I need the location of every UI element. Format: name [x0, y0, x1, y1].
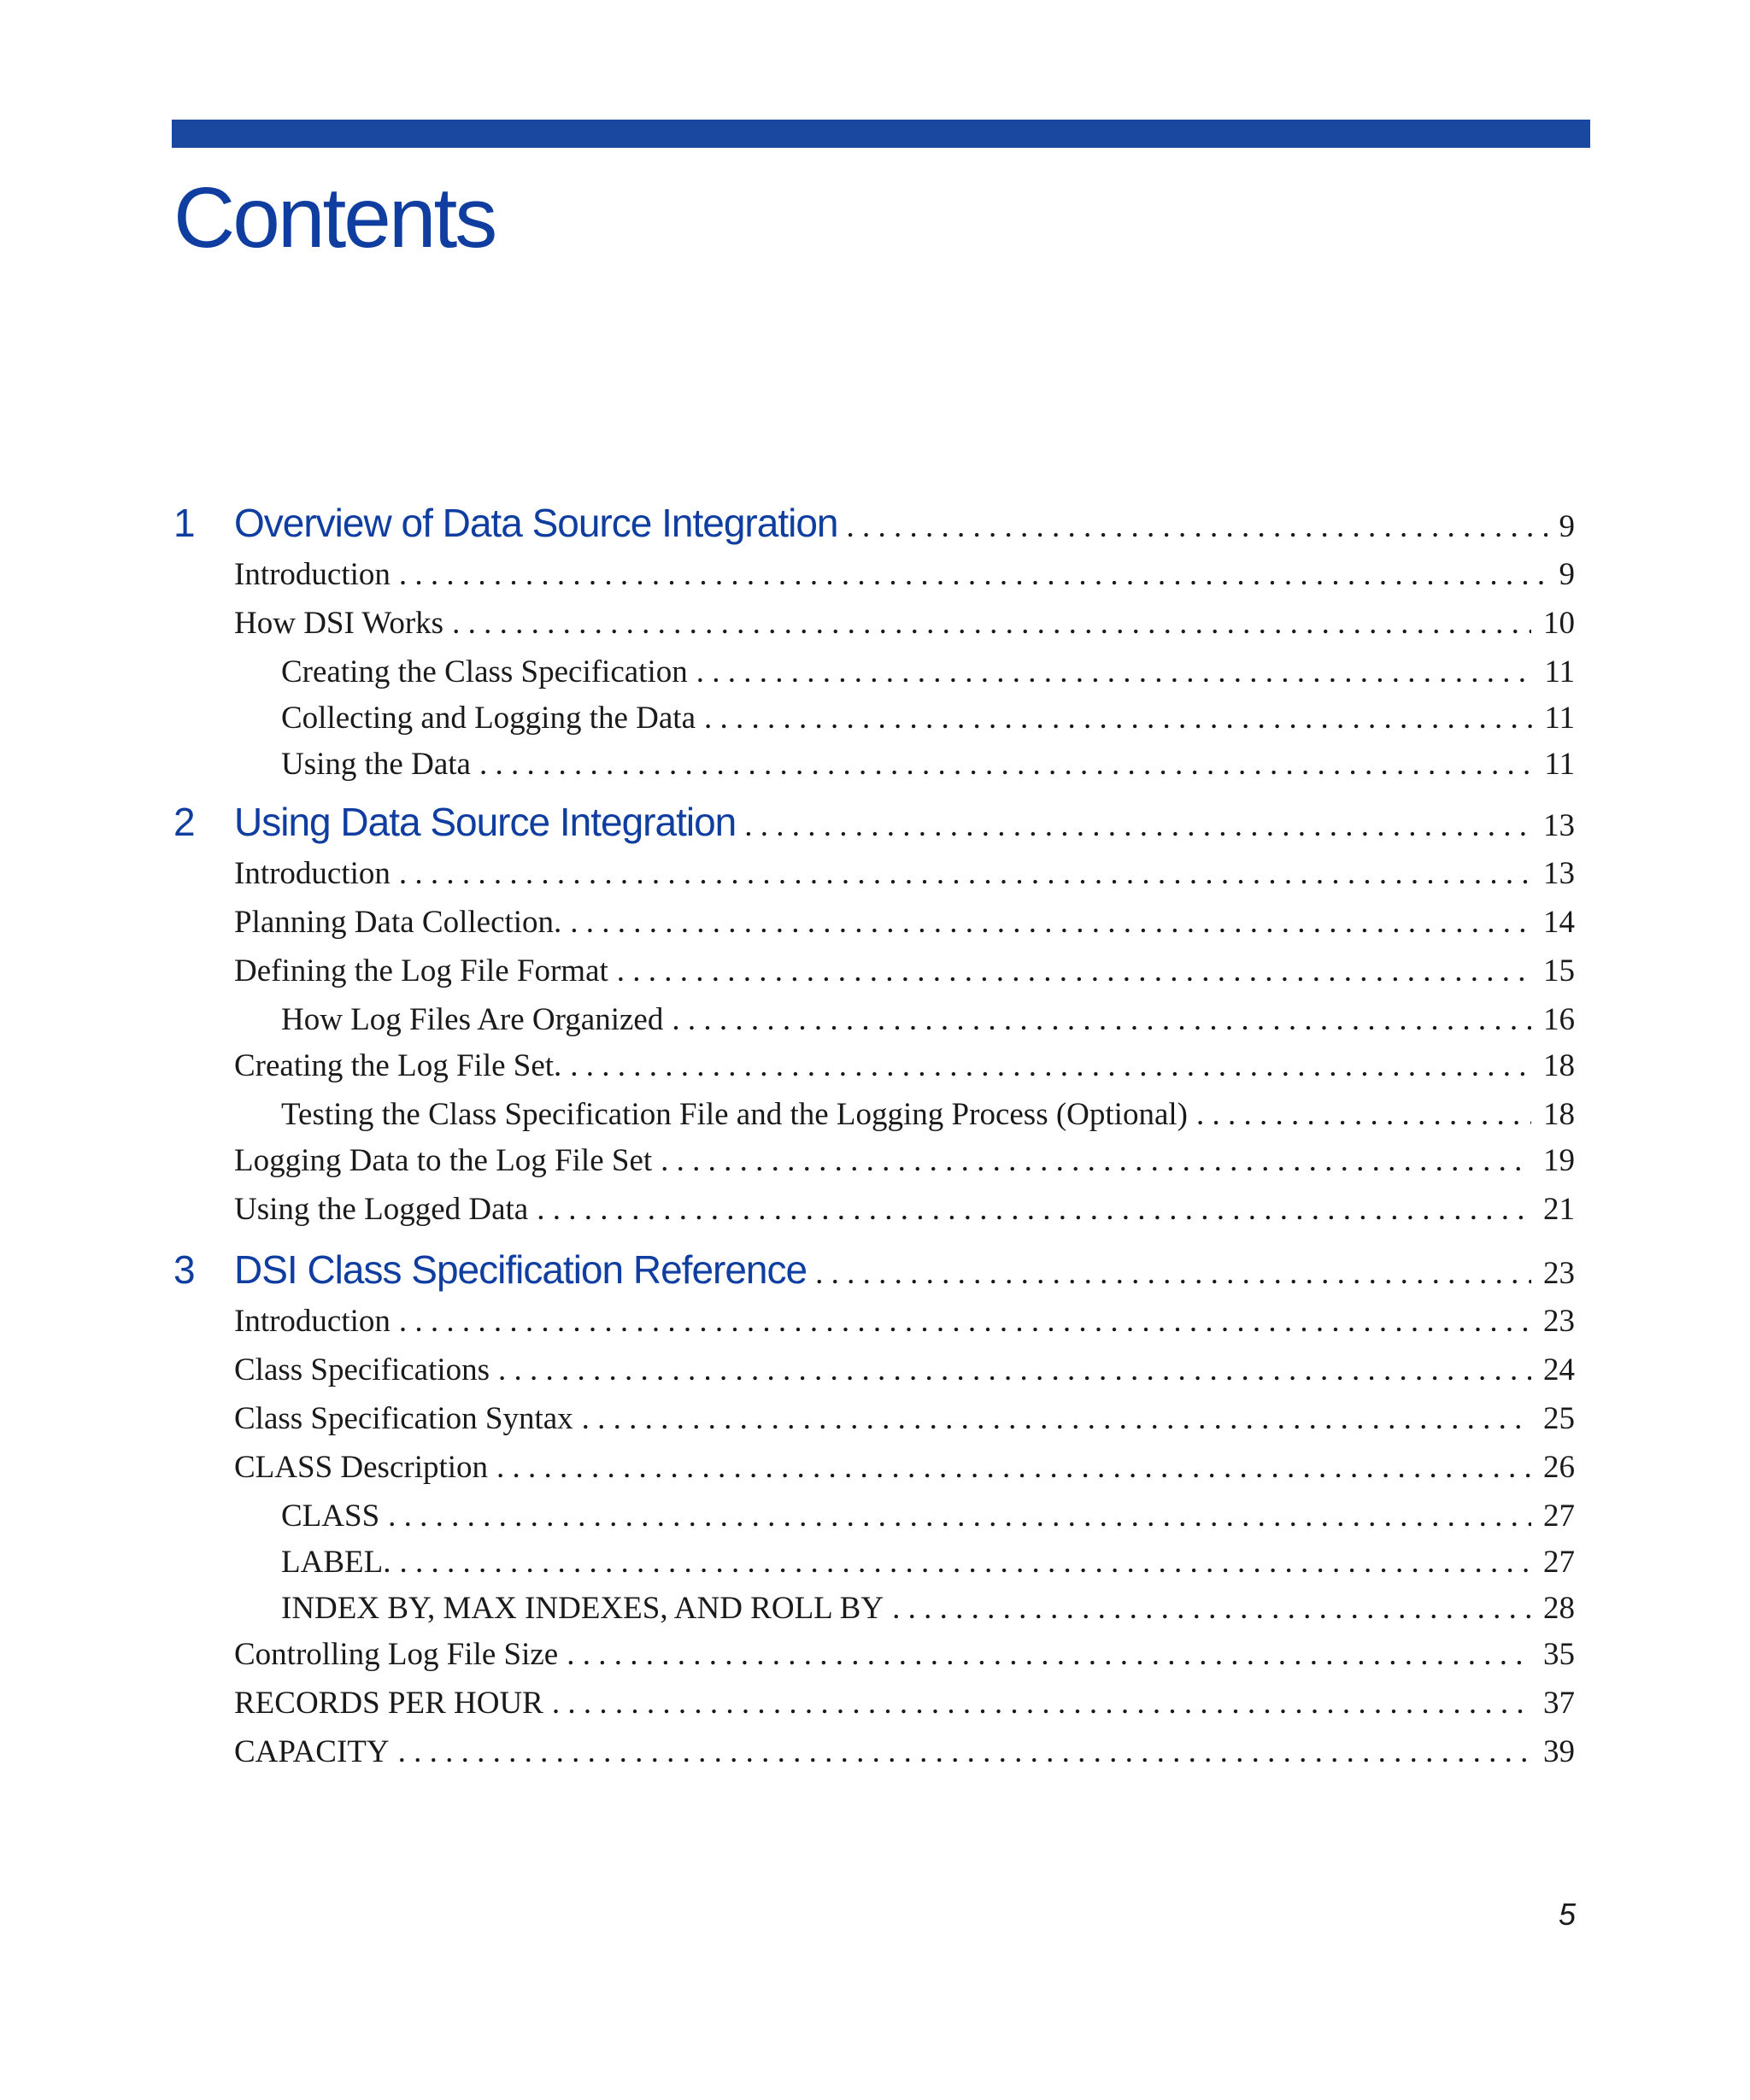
toc-page-number[interactable]: 11 — [1544, 654, 1575, 689]
dot-leader — [892, 1590, 1531, 1627]
toc-entry-title[interactable]: Using the Data — [281, 747, 471, 782]
dot-leader — [552, 1685, 1531, 1722]
toc-entry[interactable] — [173, 1142, 1575, 1191]
toc-entry[interactable] — [173, 1400, 1575, 1449]
dot-leader — [537, 1191, 1531, 1228]
dot-leader — [846, 508, 1547, 545]
chapter-number: 2 — [173, 800, 195, 844]
toc-entry[interactable] — [173, 1001, 1575, 1047]
toc-entry-title[interactable]: Class Specifications — [234, 1352, 490, 1387]
toc-chapter-entry[interactable] — [173, 799, 1575, 855]
toc-entry[interactable] — [173, 1733, 1575, 1782]
toc-page-number[interactable]: 10 — [1543, 606, 1575, 641]
toc-entry-title[interactable]: Class Specification Syntax — [234, 1401, 573, 1436]
dot-leader — [696, 654, 1533, 690]
dot-leader — [661, 1142, 1531, 1179]
toc-entry[interactable] — [173, 1636, 1575, 1685]
toc-entry[interactable] — [173, 1685, 1575, 1733]
dot-leader — [672, 1001, 1531, 1038]
toc-page-number[interactable]: 13 — [1543, 856, 1575, 891]
toc-page-number[interactable]: 16 — [1543, 1002, 1575, 1037]
table-of-contents — [173, 500, 1575, 1782]
toc-entry[interactable] — [173, 746, 1575, 792]
toc-entry-title[interactable]: Creating the Log File Set. — [234, 1048, 562, 1083]
toc-page-number[interactable]: 18 — [1543, 1097, 1575, 1132]
toc-entry-title[interactable]: Introduction — [234, 1304, 391, 1339]
toc-chapter-entry[interactable] — [173, 500, 1575, 556]
toc-entry[interactable] — [173, 1096, 1575, 1142]
toc-entry-title[interactable]: How Log Files Are Organized — [281, 1002, 664, 1037]
toc-page-number[interactable]: 14 — [1543, 905, 1575, 940]
toc-entry[interactable] — [173, 1047, 1575, 1096]
toc-page-number[interactable]: 27 — [1543, 1545, 1575, 1580]
dot-leader — [570, 904, 1531, 941]
toc-entry[interactable] — [173, 1590, 1575, 1636]
toc-page-number[interactable]: 37 — [1543, 1686, 1575, 1721]
dot-leader — [815, 1255, 1531, 1292]
toc-entry-title[interactable]: Introduction — [234, 557, 391, 592]
toc-entry-title[interactable]: INDEX BY, MAX INDEXES, AND ROLL BY — [281, 1591, 884, 1626]
dot-leader — [567, 1636, 1531, 1673]
chapter-number: 1 — [173, 501, 195, 545]
toc-entry-title[interactable]: Introduction — [234, 856, 391, 891]
toc-entry-title[interactable]: LABEL. — [281, 1545, 391, 1580]
toc-entry[interactable] — [173, 654, 1575, 700]
toc-entry-title[interactable]: Using the Logged Data — [234, 1192, 529, 1227]
toc-entry-title[interactable]: DSI Class Specification Reference — [234, 1247, 807, 1292]
toc-entry-title[interactable]: How DSI Works — [234, 606, 444, 641]
toc-page-number[interactable]: 35 — [1543, 1637, 1575, 1672]
toc-entry-title[interactable]: Controlling Log File Size — [234, 1637, 559, 1672]
toc-entry[interactable] — [173, 1303, 1575, 1352]
toc-entry-title[interactable]: Overview of Data Source Integration — [234, 501, 838, 545]
toc-page-number[interactable]: 15 — [1543, 953, 1575, 988]
toc-page-number[interactable]: 27 — [1543, 1499, 1575, 1534]
dot-leader — [498, 1352, 1531, 1388]
toc-entry[interactable] — [173, 605, 1575, 654]
toc-entry-title[interactable]: Planning Data Collection. — [234, 905, 562, 940]
dot-leader — [399, 556, 1547, 593]
page-number: 5 — [1558, 1897, 1576, 1932]
toc-entry[interactable] — [173, 904, 1575, 953]
toc-entry-title[interactable]: Defining the Log File Format — [234, 953, 608, 988]
dot-leader — [479, 746, 1532, 783]
toc-chapter-entry[interactable] — [173, 1247, 1575, 1303]
toc-page-number[interactable]: 11 — [1544, 747, 1575, 782]
toc-page-number[interactable]: 11 — [1544, 701, 1575, 736]
toc-entry-title[interactable]: CLASS — [281, 1499, 380, 1534]
dot-leader — [399, 855, 1531, 892]
page-title: Contents — [173, 170, 496, 266]
toc-page-number[interactable]: 9 — [1559, 557, 1575, 592]
toc-page-number[interactable]: 19 — [1543, 1143, 1575, 1178]
toc-entry-title[interactable]: Collecting and Logging the Data — [281, 701, 696, 736]
toc-entry[interactable] — [173, 1191, 1575, 1240]
dot-leader — [704, 700, 1532, 736]
dot-leader — [398, 1733, 1531, 1770]
toc-page-number[interactable]: 39 — [1543, 1734, 1575, 1769]
dot-leader — [388, 1498, 1531, 1534]
toc-entry[interactable] — [173, 953, 1575, 1001]
toc-entry-title[interactable]: CAPACITY — [234, 1734, 390, 1769]
toc-entry[interactable] — [173, 1498, 1575, 1544]
toc-entry[interactable] — [173, 1544, 1575, 1590]
toc-entry-title[interactable]: CLASS Description — [234, 1450, 489, 1485]
toc-page-number[interactable]: 24 — [1543, 1352, 1575, 1387]
dot-leader — [399, 1303, 1531, 1340]
toc-entry[interactable] — [173, 1352, 1575, 1400]
dot-leader — [452, 605, 1531, 642]
dot-leader — [617, 953, 1531, 989]
toc-page-number[interactable]: 28 — [1543, 1591, 1575, 1626]
dot-leader — [496, 1449, 1531, 1486]
toc-page-number[interactable]: 25 — [1543, 1401, 1575, 1436]
toc-page-number[interactable]: 23 — [1543, 1256, 1575, 1291]
toc-entry[interactable] — [173, 855, 1575, 904]
dot-leader — [399, 1544, 1531, 1581]
toc-page-number[interactable]: 21 — [1543, 1192, 1575, 1227]
header-rule — [172, 120, 1590, 148]
toc-entry[interactable] — [173, 700, 1575, 746]
toc-entry[interactable] — [173, 1449, 1575, 1498]
dot-leader — [1196, 1096, 1531, 1133]
toc-page-number[interactable]: 13 — [1543, 808, 1575, 843]
toc-page-number[interactable]: 18 — [1543, 1048, 1575, 1083]
chapter-number: 3 — [173, 1247, 195, 1292]
toc-page-number[interactable]: 23 — [1543, 1304, 1575, 1339]
dot-leader — [744, 807, 1531, 844]
toc-page-number[interactable]: 9 — [1559, 509, 1575, 544]
toc-entry-title[interactable]: Using Data Source Integration — [234, 800, 737, 844]
dot-leader — [582, 1400, 1531, 1437]
toc-entry-title[interactable]: Testing the Class Specification File and the Logging Process (Optional) — [281, 1097, 1188, 1132]
toc-page-number[interactable]: 26 — [1543, 1450, 1575, 1485]
toc-entry[interactable] — [173, 556, 1575, 605]
toc-entry-title[interactable]: Creating the Class Specification — [281, 654, 688, 689]
toc-entry-title[interactable]: RECORDS PER HOUR — [234, 1686, 543, 1721]
toc-entry-title[interactable]: Logging Data to the Log File Set — [234, 1143, 653, 1178]
dot-leader — [570, 1047, 1531, 1084]
